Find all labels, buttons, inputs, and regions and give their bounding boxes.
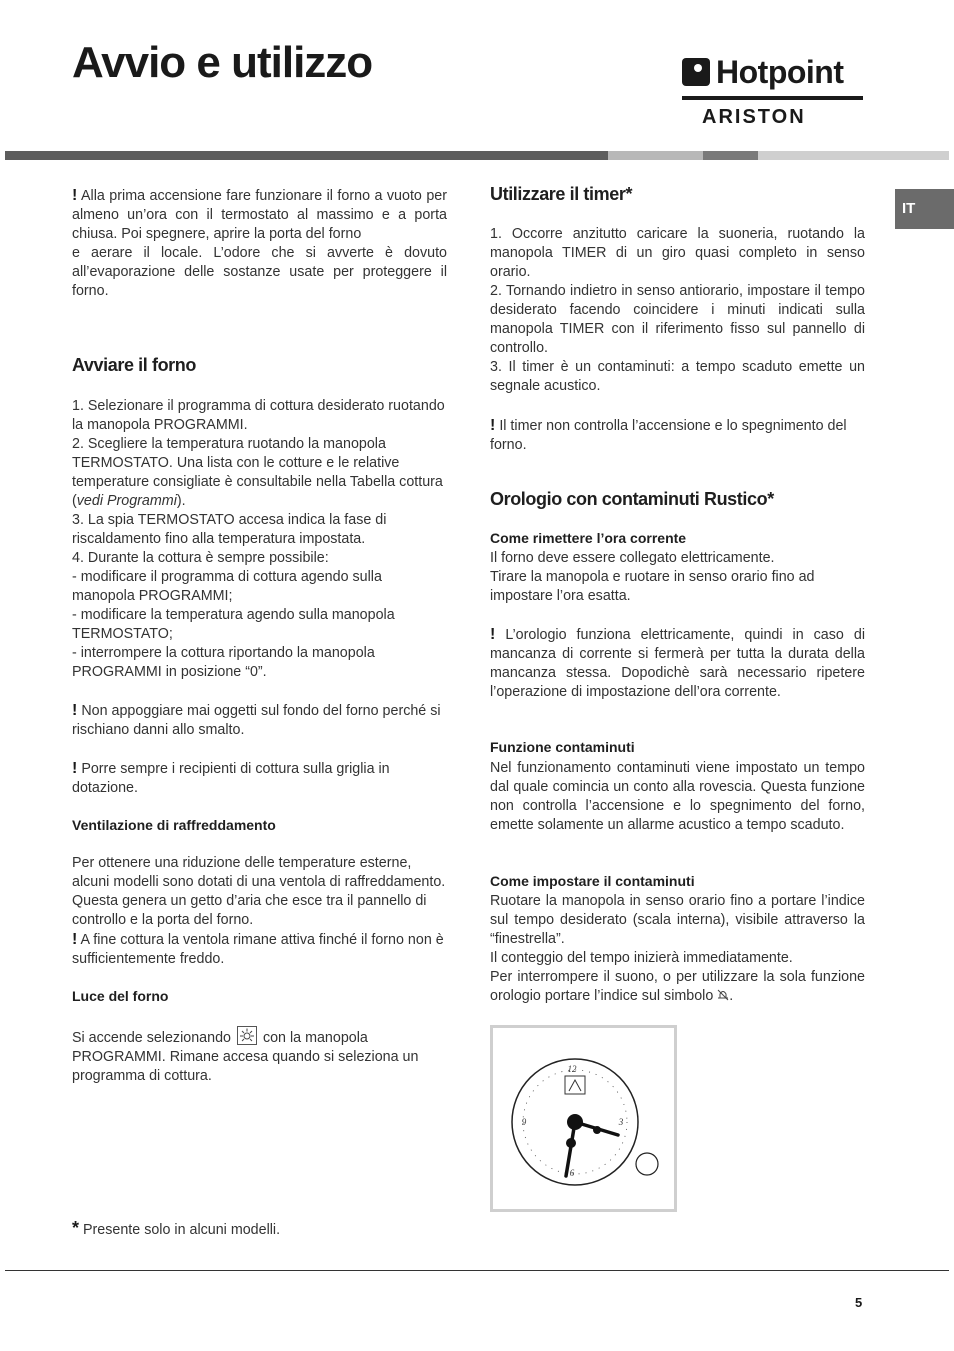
step-4a: - modificare il programma di cottura agendo sulla manopola PROGRAMMI; (72, 569, 382, 604)
subsection-title-ventilazione: Ventilazione di raffreddamento (72, 817, 276, 833)
language-tab: IT (895, 189, 954, 229)
step-4b: - modificare la temperatura agendo sulla manopola TERMOSTATO; (72, 607, 395, 642)
numeral-3: 3 (618, 1117, 624, 1127)
clock-center-hub (567, 1114, 583, 1130)
step-3: 3. La spia TERMOSTATO accesa indica la fase di riscaldamento fino alla temperatura impostata. (72, 512, 387, 547)
section-title-timer: Utilizzare il timer* (490, 184, 633, 204)
warning-mark: ! (490, 626, 496, 643)
impostare-text: Ruotare la manopola in senso orario fino a portare l’indice sul tempo desiderato (scala interna), visibile attraverso la “finestrella”. Il conteggio del tempo inizierà immediatamente. Per interrompere il suono, o per utilizzare la sola funzione orologio portare l’indice sul simbolo (490, 893, 865, 1004)
luce-paragraph (72, 1026, 447, 1086)
subsection-title-impostare: Come impostare il contaminuti (490, 873, 695, 889)
impostare-paragraph (490, 892, 865, 1006)
orologio-warning (490, 625, 865, 702)
warning-fondo (72, 701, 447, 740)
timer-step-3: 3. Il timer è un contaminuti: a tempo scaduto emette un segnale acustico. (490, 359, 865, 394)
luce-text-a: Si accende selezionando (72, 1030, 231, 1046)
page-number: 5 (855, 1295, 863, 1310)
step-2-reference: vedi Programmi (76, 493, 177, 509)
hotpoint-wordmark: Hotpoint (716, 54, 844, 90)
footnote-text: Presente solo in alcuni modelli. (83, 1222, 281, 1238)
subsection-title-ora: Come rimettere l’ora corrente (490, 530, 687, 546)
footnote (72, 1218, 280, 1239)
warning-mark: ! (72, 760, 78, 777)
footnote-mark: * (72, 1218, 80, 1238)
step-2: 2. Scegliere la temperatura ruotando la manopola TERMOSTATO. Una lista con le cotture e le relative temperature consigliate è consultabile nella Tabella cottura ( (72, 436, 443, 509)
clock-knob[interactable] (636, 1153, 658, 1175)
avviare-steps (72, 397, 447, 682)
warning-griglia-text: Porre sempre i recipienti di cottura sulla griglia in dotazione. (72, 761, 390, 796)
intro-paragraph (72, 186, 447, 301)
footer-rule (5, 1270, 949, 1271)
warning-fondo-text: Non appoggiare mai oggetti sul fondo del forno perché si rischiano danni allo smalto. (72, 703, 441, 738)
brand-logo (680, 54, 866, 134)
numeral-9: 9 (521, 1117, 527, 1127)
timer-window (565, 1076, 585, 1094)
step-4: 4. Durante la cottura è sempre possibile: (72, 550, 329, 566)
warning-mark: ! (72, 187, 78, 204)
intro-text: Alla prima accensione fare funzionare il forno a vuoto per almeno un’ora con il termostato al massimo e a porta chiusa. Poi spegnere, aprire la porta del forno (72, 188, 447, 242)
ventilazione-warning: A fine cottura la ventola rimane attiva finché il forno non è sufficientemente freddo. (72, 932, 444, 967)
clock-illustration (490, 1025, 677, 1212)
clock-hand-joint (566, 1138, 576, 1148)
timer-warning-text: Il timer non controlla l’accensione e lo spegnimento del forno. (490, 418, 847, 453)
subsection-title-luce: Luce del forno (72, 988, 169, 1004)
numeral-12: 12 (567, 1064, 577, 1074)
section-title-orologio: Orologio con contaminuti Rustico* (490, 489, 774, 509)
header-rule-mid (703, 151, 758, 160)
logo-underline (682, 96, 863, 100)
oven-light-icon (237, 1026, 257, 1045)
hotpoint-logo-mark (682, 58, 710, 86)
funzione-paragraph: Nel funzionamento contaminuti viene impostato un tempo dal quale comincia un conto alla rovescia. Questa funzione non controlla l’accensione e lo spegnimento del forno, emette solamente un allarme acustico a tempo scaduto. (490, 760, 865, 833)
clock-drawing (493, 1028, 674, 1209)
impostare-end: . (729, 988, 734, 1004)
header-rule-pale (758, 151, 949, 160)
warning-mark: ! (490, 417, 496, 434)
warning-griglia (72, 759, 447, 798)
orologio-warning-text: L’orologio funziona elettricamente, quindi in caso di mancanza di corrente si fermerà per tutta la durata della mancanza stessa. Dopodichè sarà necessario ripetere l’operazione di impostazione dell’ora corrente. (490, 627, 865, 700)
step-2-end: ). (176, 493, 186, 509)
page-title: Avvio e utilizzo (72, 38, 373, 87)
ora-paragraph: Il forno deve essere collegato elettricamente. Tirare la manopola e ruotare in senso orario fino ad impostare l’ora esatta. (490, 550, 815, 604)
header-rule-light (608, 151, 703, 160)
warning-mark: ! (72, 702, 78, 719)
luce-text-b: con la manopola PROGRAMMI. Rimane accesa quando si seleziona un programma di cottura. (72, 1030, 419, 1084)
timer-step-1: 1. Occorre anzitutto caricare la suoneria, ruotando la manopola TIMER di un giro quasi completo in senso orario. (490, 226, 865, 280)
header-rule-dark (5, 151, 608, 160)
step-1: 1. Selezionare il programma di cottura desiderato ruotando la manopola PROGRAMMI. (72, 398, 445, 433)
subsection-title-funzione: Funzione contaminuti (490, 739, 635, 755)
timer-warning (490, 416, 865, 455)
ariston-wordmark: ARISTON (702, 106, 806, 128)
bell-off-icon (717, 988, 729, 1002)
clock-hand-joint (593, 1126, 601, 1134)
numeral-6: 6 (569, 1168, 575, 1178)
timer-steps (490, 225, 865, 396)
ventilazione-text: Per ottenere una riduzione delle temperature esterne, alcuni modelli sono dotati di una ventola di raffreddamento. Questa genera un getto d’aria che esce tra il pannello di controllo e la porta del forno. (72, 855, 446, 928)
intro-text-2: e aerare il locale. L’odore che si avverte è dovuto all’evaporazione delle sostanze usate per proteggere il forno. (72, 245, 447, 299)
ventilazione-paragraph (72, 854, 447, 969)
section-title-avviare: Avviare il forno (72, 355, 196, 375)
timer-step-2: 2. Tornando indietro in senso antiorario, impostare il tempo desiderato facendo coincidere i minuti indicati sulla manopola TIMER con il riferimento fisso sul pannello di controllo. (490, 283, 865, 356)
step-4c: - interrompere la cottura riportando la manopola PROGRAMMI in posizione “0”. (72, 645, 375, 680)
warning-mark: ! (72, 931, 78, 948)
